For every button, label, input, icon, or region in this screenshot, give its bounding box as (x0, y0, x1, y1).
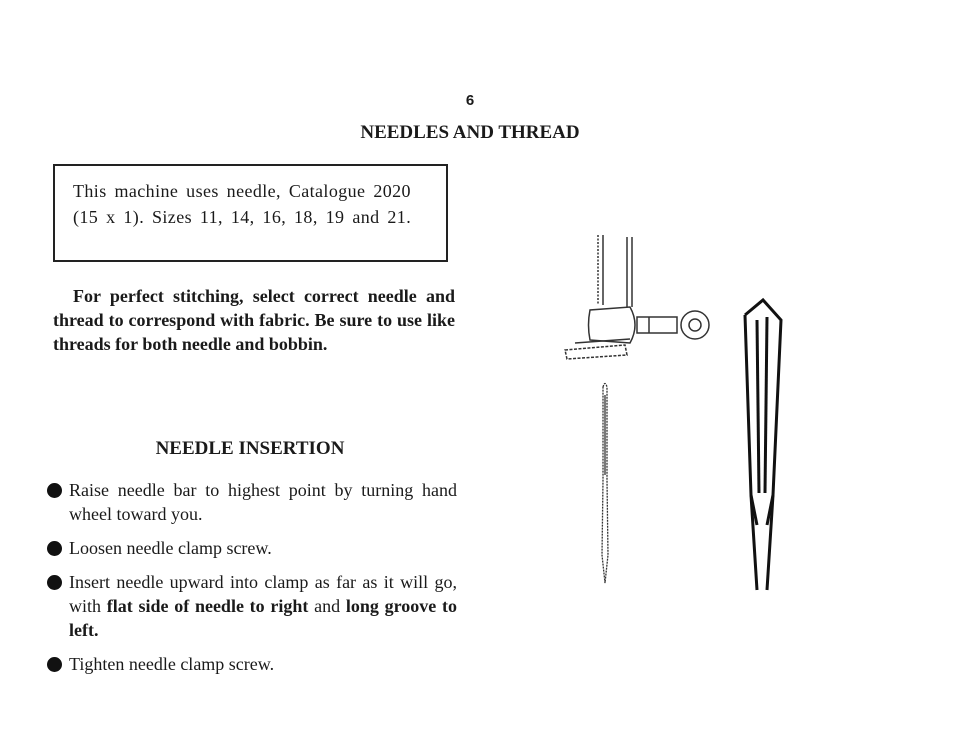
needle-spec-box (53, 164, 448, 262)
step-raise-needle-bar (45, 478, 457, 526)
step-text: Tighten needle clamp screw. (69, 654, 275, 674)
bullet-icon (47, 657, 62, 672)
step-loosen-clamp (45, 536, 457, 560)
step-emphasis-flat-side: flat side of needle to right (106, 596, 309, 616)
intro-paragraph: For perfect stitching, select correct needle and thread to correspond with fabric. Be sure to use like threads for both needle and bobbin. (53, 286, 455, 354)
needle-insertion-illustration (545, 225, 795, 605)
bullet-icon (47, 483, 62, 498)
step-emphasis-long-groove: long groove to left. (69, 596, 457, 640)
step-text: and (308, 596, 346, 616)
step-text: Insert needle upward into clamp as far as it will go, with (69, 572, 457, 616)
bullet-icon (47, 541, 62, 556)
needle-spec-text: This machine uses needle, Catalogue 2020 (15 x 1). Sizes 11, 14, 16, 18, 19 and 21. (73, 181, 412, 227)
needle-icon (602, 384, 608, 584)
step-tighten-clamp (45, 652, 457, 676)
step-insert-needle (45, 570, 457, 642)
section-heading-needle-insertion: NEEDLE INSERTION (155, 438, 345, 459)
needle-bar-clamp-icon (565, 235, 709, 359)
step-text: Raise needle bar to highest point by turning hand wheel toward you. (69, 480, 457, 524)
page-number: 6 (465, 92, 475, 109)
page-title: NEEDLES AND THREAD (360, 122, 580, 143)
needle-closeup-icon (745, 300, 781, 590)
bullet-icon (47, 575, 62, 590)
needle-insertion-steps (45, 478, 457, 686)
step-text: Loosen needle clamp screw. (69, 538, 272, 558)
